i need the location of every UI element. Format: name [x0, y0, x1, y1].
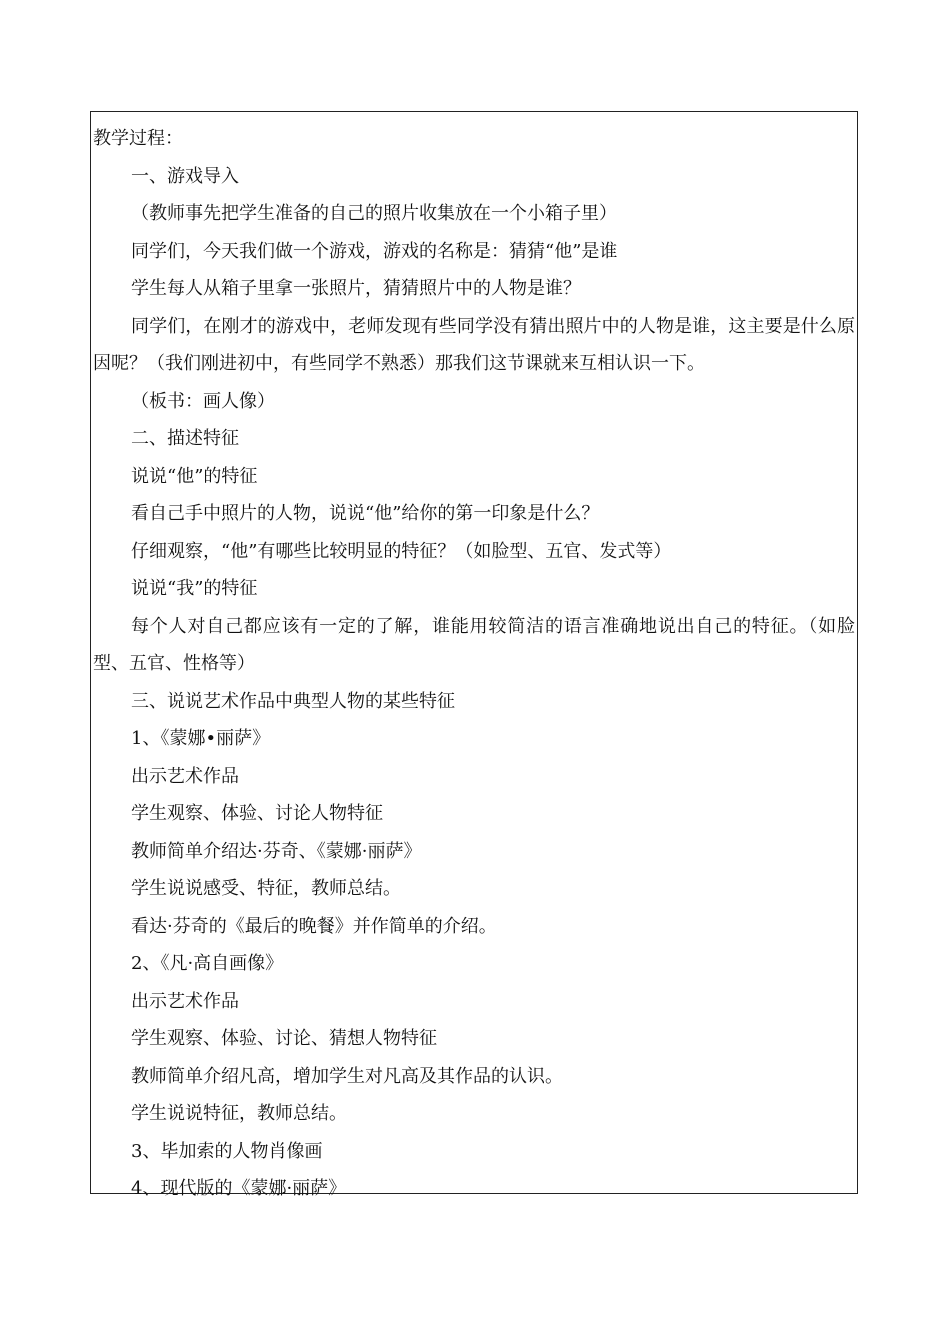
paragraph: 仔细观察，“他”有哪些比较明显的特征？（如脸型、五官、发式等） [131, 540, 672, 562]
section-title-artwork-features: 三、说说艺术作品中典型人物的某些特征 [131, 690, 455, 712]
paragraph: 教师简单介绍凡高，增加学生对凡高及其作品的认识。 [131, 1065, 563, 1087]
paragraph: 学生每人从箱子里拿一张照片，猜猜照片中的人物是谁？ [131, 278, 581, 299]
list-item: 1、《蒙娜•丽萨》 [131, 728, 271, 749]
paragraph: （板书：画人像） [131, 390, 275, 412]
list-item: 4、现代版的《蒙娜·丽萨》 [131, 1178, 347, 1199]
paragraph: 说说“我”的特征 [131, 578, 258, 599]
paragraph: 出示艺术作品 [131, 765, 239, 787]
paragraph: 同学们，今天我们做一个游戏，游戏的名称是：猜猜“他”是谁 [131, 240, 618, 262]
paragraph: （教师事先把学生准备的自己的照片收集放在一个小箱子里） [131, 203, 617, 224]
paragraph: 教师简单介绍达·芬奇、《蒙娜·丽萨》 [131, 840, 422, 862]
paragraph: 每个人对自己都应该有一定的了解，谁能用较简洁的语言准确地说出自己的特征。（如脸型、五官、性格等） [93, 615, 855, 674]
lesson-process-content [93, 120, 855, 1208]
paragraph: 看自己手中照片的人物，说说“他”给你的第一印象是什么？ [131, 503, 600, 524]
paragraph: 学生观察、体验、讨论、猜想人物特征 [131, 1028, 437, 1049]
section-title-describe-features: 二、描述特征 [131, 428, 239, 449]
paragraph: 学生观察、体验、讨论人物特征 [131, 803, 383, 824]
paragraph: 学生说说感受、特征，教师总结。 [131, 878, 401, 899]
section-heading: 教学过程： [93, 128, 183, 149]
list-item: 3、毕加索的人物肖像画 [131, 1140, 323, 1162]
paragraph: 出示艺术作品 [131, 990, 239, 1012]
paragraph: 同学们，在刚才的游戏中，老师发现有些同学没有猜出照片中的人物是谁，这主要是什么原因呢？（我们刚进初中，有些同学不熟悉）那我们这节课就来互相认识一下。 [93, 315, 855, 374]
paragraph: 看达·芬奇的《最后的晚餐》并作简单的介绍。 [131, 915, 497, 937]
paragraph: 学生说说特征，教师总结。 [131, 1103, 347, 1124]
list-item: 2、《凡·高自画像》 [131, 953, 284, 974]
section-title-game-intro: 一、游戏导入 [131, 165, 239, 187]
paragraph: 说说“他”的特征 [131, 465, 258, 487]
lesson-process-table-cell [90, 111, 858, 1199]
